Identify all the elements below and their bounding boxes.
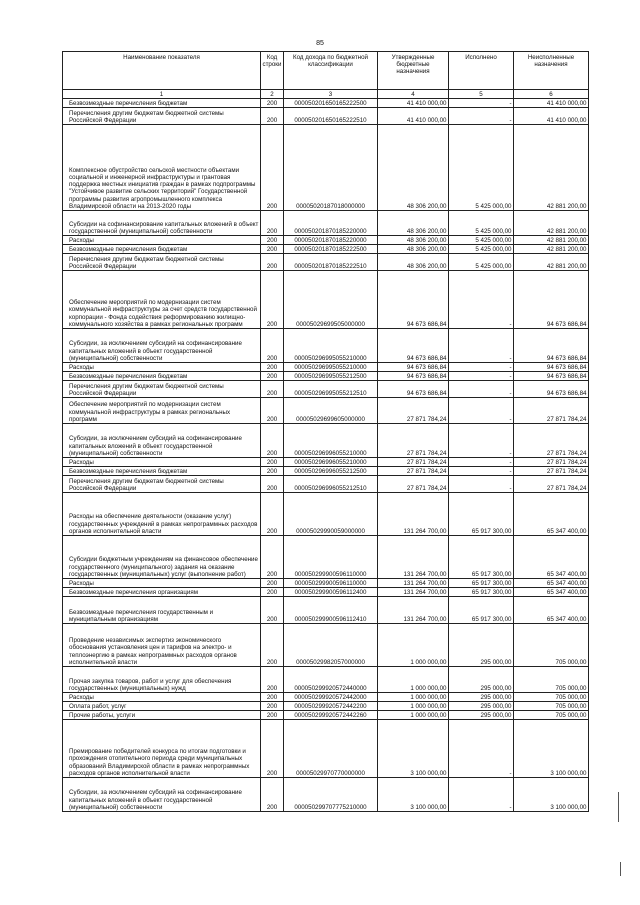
row-approved: 27 871 784,24 (378, 467, 449, 476)
row-unexecuted: 94 673 686,84 (514, 372, 589, 381)
row-code: 200 (261, 99, 284, 108)
row-approved: 48 306 200,00 (378, 254, 449, 271)
row-code: 200 (261, 476, 284, 493)
row-kbk: 000050299900596110000 (284, 536, 378, 579)
row-kbk: 000050296996055210000 (284, 424, 378, 458)
row-kbk: 000050296995055210000 (284, 329, 378, 363)
row-kbk: 000050201870185222500 (284, 245, 378, 254)
budget-execution-table (62, 51, 589, 812)
row-approved: 3 100 000,00 (378, 720, 449, 778)
row-executed: 5 425 000,00 (449, 211, 514, 236)
row-executed: 295 000,00 (449, 667, 514, 693)
row-name: Расходы (63, 579, 261, 588)
row-executed: 65 917 300,00 (449, 493, 514, 536)
row-approved: 41 410 000,00 (378, 108, 449, 125)
row-unexecuted: 42 881 200,00 (514, 254, 589, 271)
row-code: 200 (261, 424, 284, 458)
row-executed: 65 917 300,00 (449, 597, 514, 624)
row-name: Премирование победителей конкурса по итогам подготовки и прохождения отопительного периода среди муниципальных образований Владимирской области в рамках непрограммных расходов органов исполнительной власти (63, 720, 261, 778)
row-kbk: 000050296996055210000 (284, 458, 378, 467)
row-kbk: 00005029699505000000 (284, 271, 378, 329)
row-kbk: 00005029982057000000 (284, 624, 378, 667)
row-kbk: 000050299920572440000 (284, 667, 378, 693)
row-unexecuted: 705 000,00 (514, 667, 589, 693)
row-executed: 5 425 000,00 (449, 236, 514, 245)
row-unexecuted: 705 000,00 (514, 693, 589, 702)
table-row (63, 667, 589, 693)
row-kbk: 000050299920572442260 (284, 711, 378, 720)
row-code: 200 (261, 381, 284, 398)
row-code: 200 (261, 702, 284, 711)
table-row (63, 363, 589, 372)
row-approved: 131 264 700,00 (378, 597, 449, 624)
row-code: 200 (261, 236, 284, 245)
row-code: 200 (261, 588, 284, 597)
row-approved: 48 306 200,00 (378, 236, 449, 245)
row-unexecuted: 65 347 400,00 (514, 493, 589, 536)
row-executed: 5 425 000,00 (449, 254, 514, 271)
row-name: Расходы (63, 363, 261, 372)
row-approved: 94 673 686,84 (378, 363, 449, 372)
row-unexecuted: 42 881 200,00 (514, 245, 589, 254)
row-name: Безвозмездные перечисления государственным и муниципальным организациям (63, 597, 261, 624)
table-row (63, 579, 589, 588)
row-approved: 1 000 000,00 (378, 693, 449, 702)
column-number: 5 (449, 90, 514, 99)
row-kbk: 000050296995055210000 (284, 363, 378, 372)
row-name: Обеспечение мероприятий по модернизации систем коммунальной инфраструктуры в рамках региональных программ (63, 398, 261, 424)
row-executed: - (449, 381, 514, 398)
row-approved: 41 410 000,00 (378, 99, 449, 108)
row-unexecuted: 94 673 686,84 (514, 363, 589, 372)
row-approved: 48 306 200,00 (378, 125, 449, 211)
row-name: Перечисления другим бюджетам бюджетной системы Российской Федерации (63, 254, 261, 271)
row-kbk: 000050299900596112410 (284, 597, 378, 624)
row-name: Прочие работы, услуги (63, 711, 261, 720)
table-row (63, 624, 589, 667)
row-code: 200 (261, 125, 284, 211)
table-row (63, 424, 589, 458)
row-executed: 65 917 300,00 (449, 588, 514, 597)
row-code: 200 (261, 579, 284, 588)
table-row (63, 702, 589, 711)
row-name: Безвозмездные перечисления бюджетам (63, 99, 261, 108)
row-executed: 295 000,00 (449, 711, 514, 720)
table-row (63, 711, 589, 720)
row-name: Обеспечение мероприятий по модернизации систем коммунальной инфраструктуры за счет средств государственной корпорации - Фонда содействия реформированию жилищно-коммунального хозяйства в рамках региональных программ (63, 271, 261, 329)
row-name: Оплата работ, услуг (63, 702, 261, 711)
row-unexecuted: 27 871 784,24 (514, 424, 589, 458)
row-kbk: 000050296995055212510 (284, 381, 378, 398)
row-name: Субсидии бюджетным учреждениям на финансовое обеспечение государственного (муниципального) задания на оказание государственных (муниципальных) услуг (выполнение работ) (63, 536, 261, 579)
table-row (63, 108, 589, 125)
table-row (63, 125, 589, 211)
row-kbk: 00005020187018000000 (284, 125, 378, 211)
table-row (63, 398, 589, 424)
row-code: 200 (261, 245, 284, 254)
row-executed: - (449, 398, 514, 424)
header-kbk: Код дохода по бюджетной классификации (284, 52, 378, 90)
row-name: Субсидии, за исключением субсидий на софинансирование капитальных вложений в объект государственной (муниципальной) собственности (63, 778, 261, 812)
row-executed: - (449, 372, 514, 381)
table-row (63, 720, 589, 778)
row-kbk: 000050296996055212510 (284, 476, 378, 493)
row-executed: - (449, 363, 514, 372)
row-executed: 65 917 300,00 (449, 536, 514, 579)
row-name: Субсидии, за исключением субсидий на софинансирование капитальных вложений в объект государственной (муниципальной) собственности (63, 424, 261, 458)
row-executed: - (449, 458, 514, 467)
row-unexecuted: 3 100 000,00 (514, 720, 589, 778)
row-executed: - (449, 720, 514, 778)
table-row (63, 254, 589, 271)
row-name: Перечисления другим бюджетам бюджетной системы Российской Федерации (63, 108, 261, 125)
row-name: Расходы (63, 693, 261, 702)
row-name: Субсидии на софинансирование капитальных вложений в объект государственной (муниципальной) собственности (63, 211, 261, 236)
row-kbk: 000050201870185222510 (284, 254, 378, 271)
header-code: Код строки (261, 52, 284, 90)
row-name: Расходы на обеспечение деятельности (оказание услуг) государственных учреждений в рамках непрограммных расходов органов исполнительной власти (63, 493, 261, 536)
row-kbk: 000050201650165222500 (284, 99, 378, 108)
table-row (63, 597, 589, 624)
scan-mark (618, 792, 619, 822)
table-row (63, 588, 589, 597)
row-unexecuted: 3 100 000,00 (514, 778, 589, 812)
row-approved: 27 871 784,24 (378, 398, 449, 424)
row-name: Расходы (63, 236, 261, 245)
header-executed: Исполнено (449, 52, 514, 90)
row-executed: - (449, 424, 514, 458)
row-name: Субсидии, за исключением субсидий на софинансирование капитальных вложений в объект государственной (муниципальной) собственности (63, 329, 261, 363)
row-unexecuted: 42 881 200,00 (514, 211, 589, 236)
row-approved: 131 264 700,00 (378, 493, 449, 536)
row-kbk: 000050299900596112400 (284, 588, 378, 597)
row-code: 200 (261, 778, 284, 812)
row-name: Безвозмездные перечисления бюджетам (63, 467, 261, 476)
row-name: Комплексное обустройство сельской местности объектами социальной и инженерной инфраструктуры и грантовая поддержка местных инициатив граждан в рамках подпрограммы "Устойчивое развитие сельских территорий" Государственной программы развития агропромышленного комплекса Владимирской области на 2013-2020 годы (63, 125, 261, 211)
scan-mark (620, 862, 621, 876)
table-row (63, 271, 589, 329)
table-row (63, 693, 589, 702)
row-code: 200 (261, 254, 284, 271)
row-executed: 65 917 300,00 (449, 579, 514, 588)
row-kbk: 000050201870185220000 (284, 236, 378, 245)
header-approved: Утвержденные бюджетные назначения (378, 52, 449, 90)
row-approved: 131 264 700,00 (378, 536, 449, 579)
table-row (63, 476, 589, 493)
table-row (63, 99, 589, 108)
column-number-row (63, 90, 589, 99)
row-kbk: 00005029970770000000 (284, 720, 378, 778)
row-unexecuted: 27 871 784,24 (514, 398, 589, 424)
row-code: 200 (261, 597, 284, 624)
row-code: 200 (261, 667, 284, 693)
row-approved: 94 673 686,84 (378, 372, 449, 381)
row-code: 200 (261, 493, 284, 536)
row-code: 200 (261, 108, 284, 125)
row-approved: 94 673 686,84 (378, 271, 449, 329)
row-code: 200 (261, 211, 284, 236)
row-unexecuted: 42 881 200,00 (514, 236, 589, 245)
column-number: 4 (378, 90, 449, 99)
row-unexecuted: 705 000,00 (514, 711, 589, 720)
row-approved: 27 871 784,24 (378, 476, 449, 493)
row-executed: 5 425 000,00 (449, 125, 514, 211)
row-kbk: 00005029990059000000 (284, 493, 378, 536)
row-code: 200 (261, 720, 284, 778)
row-kbk: 000050299920572442200 (284, 702, 378, 711)
row-name: Безвозмездные перечисления организациям (63, 588, 261, 597)
table-row (63, 458, 589, 467)
table-row (63, 211, 589, 236)
row-executed: 295 000,00 (449, 693, 514, 702)
row-name: Расходы (63, 458, 261, 467)
column-number: 1 (63, 90, 261, 99)
row-approved: 1 000 000,00 (378, 711, 449, 720)
table-row (63, 536, 589, 579)
row-code: 200 (261, 372, 284, 381)
row-approved: 94 673 686,84 (378, 381, 449, 398)
row-code: 200 (261, 398, 284, 424)
row-name: Перечисления другим бюджетам бюджетной системы Российской Федерации (63, 381, 261, 398)
table-row (63, 381, 589, 398)
column-number: 6 (514, 90, 589, 99)
row-executed: 5 425 000,00 (449, 245, 514, 254)
row-executed: - (449, 476, 514, 493)
row-executed: - (449, 467, 514, 476)
table-row (63, 245, 589, 254)
row-executed: 295 000,00 (449, 702, 514, 711)
row-approved: 94 673 686,84 (378, 329, 449, 363)
row-unexecuted: 27 871 784,24 (514, 458, 589, 467)
row-code: 200 (261, 711, 284, 720)
table-row (63, 329, 589, 363)
row-unexecuted: 41 410 000,00 (514, 99, 589, 108)
row-unexecuted: 27 871 784,24 (514, 476, 589, 493)
row-unexecuted: 65 347 400,00 (514, 579, 589, 588)
row-kbk: 00005029699605000000 (284, 398, 378, 424)
row-executed: - (449, 99, 514, 108)
row-code: 200 (261, 363, 284, 372)
row-unexecuted: 27 871 784,24 (514, 467, 589, 476)
row-executed: - (449, 329, 514, 363)
row-code: 200 (261, 329, 284, 363)
row-name: Безвозмездные перечисления бюджетам (63, 372, 261, 381)
row-code: 200 (261, 458, 284, 467)
row-kbk: 000050299900596110000 (284, 579, 378, 588)
row-approved: 3 100 000,00 (378, 778, 449, 812)
row-unexecuted: 42 881 200,00 (514, 125, 589, 211)
table-body (63, 99, 589, 812)
row-code: 200 (261, 536, 284, 579)
column-number: 3 (284, 90, 378, 99)
row-approved: 131 264 700,00 (378, 579, 449, 588)
row-unexecuted: 94 673 686,84 (514, 271, 589, 329)
row-unexecuted: 65 347 400,00 (514, 597, 589, 624)
row-name: Безвозмездные перечисления бюджетам (63, 245, 261, 254)
row-unexecuted: 65 347 400,00 (514, 536, 589, 579)
row-code: 200 (261, 693, 284, 702)
header-unexecuted: Неисполненные назначения (514, 52, 589, 90)
row-unexecuted: 94 673 686,84 (514, 381, 589, 398)
row-code: 200 (261, 467, 284, 476)
row-approved: 1 000 000,00 (378, 702, 449, 711)
column-number: 2 (261, 90, 284, 99)
row-kbk: 000050296995055212500 (284, 372, 378, 381)
row-executed: - (449, 778, 514, 812)
table-row (63, 493, 589, 536)
row-unexecuted: 94 673 686,84 (514, 329, 589, 363)
row-kbk: 000050299707775210000 (284, 778, 378, 812)
row-name: Проведение независимых экспертиз экономического обоснования установления цен и тарифов на электро- и теплоэнергию в рамках непрограммных расходов органов исполнительной власти (63, 624, 261, 667)
table-row (63, 372, 589, 381)
page-number: 85 (316, 40, 324, 47)
row-code: 200 (261, 624, 284, 667)
row-kbk: 000050201870185220000 (284, 211, 378, 236)
row-approved: 1 000 000,00 (378, 624, 449, 667)
row-executed: - (449, 108, 514, 125)
row-approved: 48 306 200,00 (378, 211, 449, 236)
header-name: Наименование показателя (63, 52, 261, 90)
row-approved: 48 306 200,00 (378, 245, 449, 254)
row-approved: 1 000 000,00 (378, 667, 449, 693)
row-name: Прочая закупка товаров, работ и услуг для обеспечения государственных (муниципальных) нужд (63, 667, 261, 693)
row-approved: 27 871 784,24 (378, 424, 449, 458)
row-code: 200 (261, 271, 284, 329)
row-kbk: 000050299920572442000 (284, 693, 378, 702)
table-row (63, 467, 589, 476)
row-unexecuted: 65 347 400,00 (514, 588, 589, 597)
row-unexecuted: 705 000,00 (514, 702, 589, 711)
table-row (63, 236, 589, 245)
row-name: Перечисления другим бюджетам бюджетной системы Российской Федерации (63, 476, 261, 493)
row-unexecuted: 705 000,00 (514, 624, 589, 667)
row-executed: 295 000,00 (449, 624, 514, 667)
table-row (63, 778, 589, 812)
row-kbk: 000050296996055212500 (284, 467, 378, 476)
row-unexecuted: 41 410 000,00 (514, 108, 589, 125)
table-header-row (63, 52, 589, 90)
row-kbk: 000050201650165222510 (284, 108, 378, 125)
row-executed: - (449, 271, 514, 329)
row-approved: 27 871 784,24 (378, 458, 449, 467)
row-approved: 131 264 700,00 (378, 588, 449, 597)
